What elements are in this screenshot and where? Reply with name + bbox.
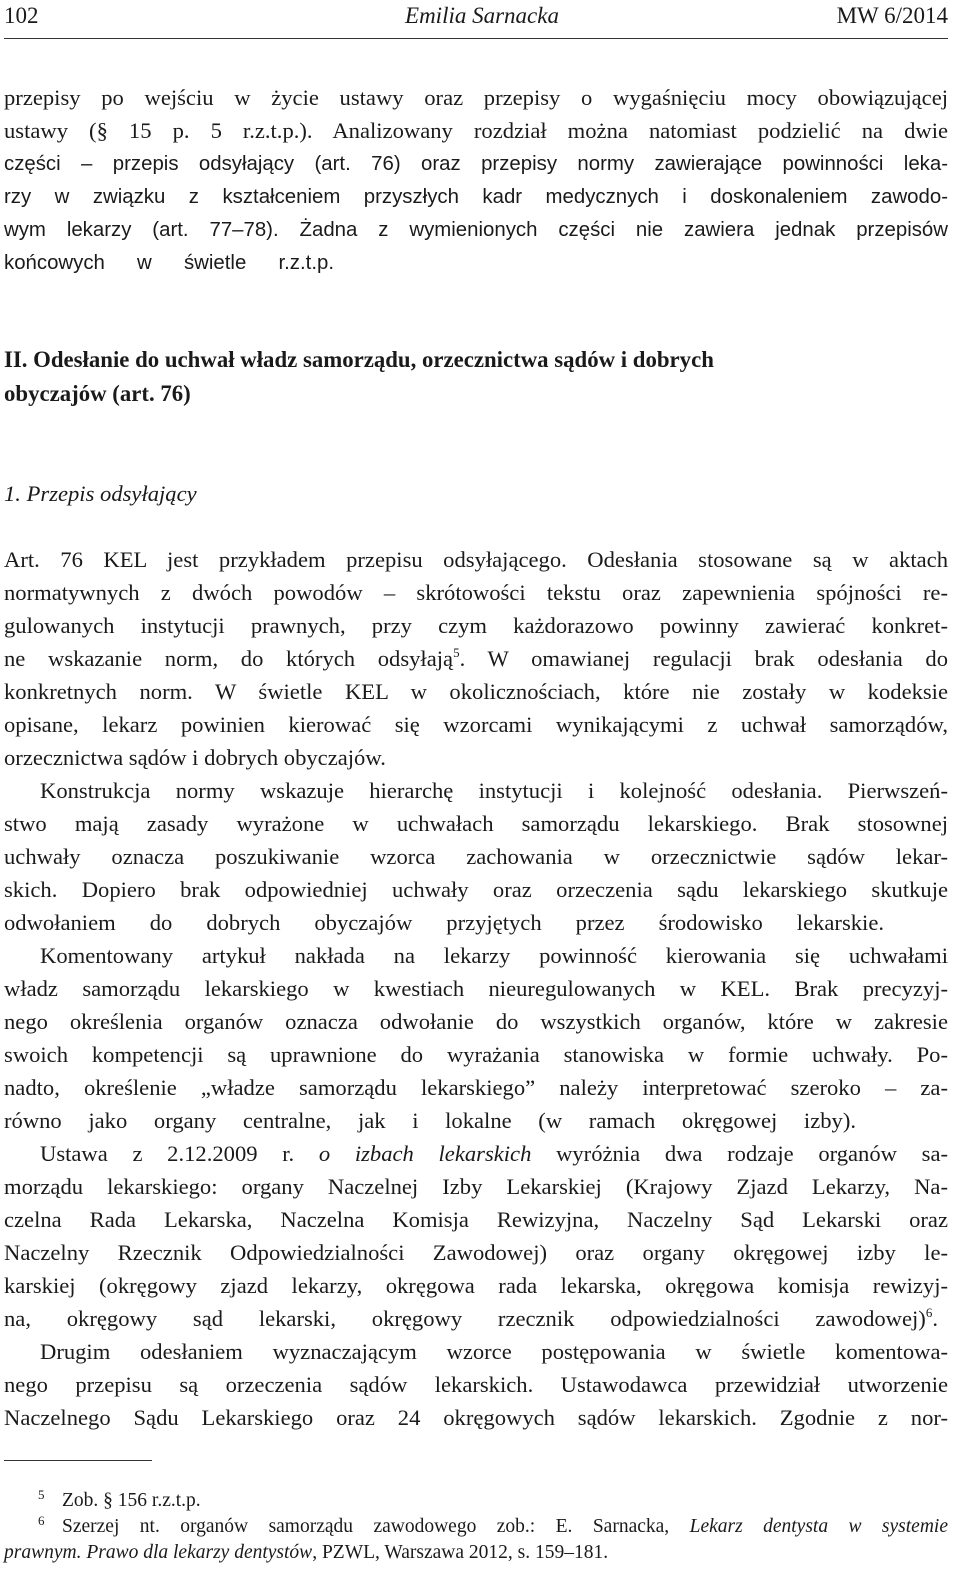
section-heading-line: obyczajów (art. 76)	[4, 381, 191, 406]
text-line: równo jako organy centralne, jak i lokalne (w ramach okręgowej izby).	[4, 1108, 856, 1133]
text-line: czelna Rada Lekarska, Naczelna Komisja Rewizyjna, Naczelny Sąd Lekarski oraz	[4, 1207, 948, 1232]
text-line: nadto, określenie „władze samorządu lekarskiego” należy interpretować szeroko – za-	[4, 1075, 948, 1100]
footnote-6-continued: prawnym. Prawo dla lekarzy dentystów, PZWL, Warszawa 2012, s. 159–181.	[4, 1542, 609, 1563]
text-line: swoich kompetencji są uprawnione do wyrażania stanowiska w formie uchwały. Po-	[4, 1042, 948, 1067]
text-line: gulowanych instytucji prawnych, przy czym każdorazowo powinny zawierać konkret-	[4, 613, 948, 638]
footnote-number: 6	[38, 1513, 45, 1528]
text-line: konkretnych norm. W świetle KEL w okolicznościach, które nie zostały w kodeksie	[4, 679, 948, 704]
text-line: stwo mają zasady wyrażone w uchwałach samorządu lekarskiego. Brak stosownej	[4, 811, 948, 836]
text-line: nego przepisu są orzeczenia sądów lekarskich. Ustawodawca przewidział utworzenie	[4, 1372, 948, 1397]
header-rule	[4, 38, 948, 39]
text-line: Naczelnego Sądu Lekarskiego oraz 24 okręgowych sądów lekarskich. Zgodnie z nor-	[4, 1405, 948, 1430]
footnote-6	[4, 1514, 948, 1540]
text-line: Konstrukcja normy wskazuje hierarchę instytucji i kolejność odesłania. Pierwszeń-	[40, 778, 948, 803]
page-number: 102	[4, 3, 39, 28]
text-line: przepisy po wejściu w życie ustawy oraz przepisy o wygaśnięciu mocy obowiązującej	[4, 85, 948, 110]
text-line: władz samorządu lekarskiego w kwestiach nieuregulowanych w KEL. Brak precyzyj-	[4, 976, 948, 1001]
footnote-number: 5	[38, 1487, 45, 1502]
text-line: Naczelny Rzecznik Odpowiedzialności Zawodowej) oraz organy okręgowej izby le-	[4, 1240, 948, 1265]
text-line: Ustawa z 2.12.2009 r. o izbach lekarskich wyróżnia dwa rodzaje organów sa-	[40, 1141, 949, 1166]
text-line: ustawy (§ 15 p. 5 r.z.t.p.). Analizowany rozdział można natomiast podzielić na dwie	[4, 118, 948, 143]
text-line: rzy w związku z kształceniem przyszłych kadr medycznych i doskonaleniem zawodo-	[4, 186, 948, 208]
text-line: nego określenia organów oznacza odwołanie do wszystkich organów, które w zakresie	[4, 1009, 948, 1034]
text-line: opisane, lekarz powinien kierować się wzorcami wynikającymi z uchwał samorządów,	[4, 712, 948, 737]
footnote-text: Szerzej nt. organów samorządu zawodowego zob.: E. Sarnacka, Lekarz dentysta w systemie	[62, 1516, 948, 1537]
footnote-rule	[4, 1460, 152, 1461]
act-title: o izbach lekarskich	[318, 1141, 532, 1166]
text-line: odwołaniem do dobrych obyczajów przyjętych przez środowisko lekarskie.	[4, 910, 884, 935]
text-line: ne wskazanie norm, do których odsyłają$^5$. W omawianej regulacji brak odesłania do	[4, 645, 948, 671]
text-line: karskiej (okręgowy zjazd lekarzy, okręgowa rada lekarska, okręgowa komisja rewizyj-	[4, 1273, 948, 1298]
text-line: skich. Dopiero brak odpowiedniej uchwały oraz orzeczenia sądu lekarskiego skutkuje	[4, 877, 948, 902]
section-heading-line: II. Odesłanie do uchwał władz samorządu, orzecznictwa sądów i dobrych	[4, 347, 714, 372]
text-line: morządu lekarskiego: organy Naczelnej Izby Lekarskiej (Krajowy Zjazd Lekarzy, Na-	[4, 1174, 948, 1199]
header-author: Emilia Sarnacka	[405, 3, 559, 28]
text-line: Art. 76 KEL jest przykładem przepisu odsyłającego. Odesłania stosowane są w aktach	[4, 547, 948, 572]
journal-issue: MW 6/2014	[836, 3, 948, 28]
text-line: Drugim odesłaniem wyznaczającym wzorce postępowania w świetle komentowa-	[40, 1339, 948, 1364]
text-line: wym lekarzy (art. 77–78). Żadna z wymienionych części nie zawiera jednak przepisów	[4, 219, 948, 241]
subsection-heading: 1. Przepis odsyłający	[4, 481, 197, 506]
text-line: końcowych w świetle r.z.t.p.	[4, 252, 334, 274]
footnote-5	[4, 1488, 948, 1514]
running-header	[4, 2, 948, 30]
text-line: na, okręgowy sąd lekarski, okręgowy rzecznik odpowiedzialności zawodowej)$^6$.	[4, 1305, 938, 1331]
text-line: orzecznictwa sądów i dobrych obyczajów.	[4, 745, 386, 770]
text-line: Komentowany artykuł nakłada na lekarzy powinność kierowania się uchwałami	[40, 943, 948, 968]
footnote-text: Zob. § 156 r.z.t.p.	[62, 1490, 201, 1511]
footnote-ref: 6	[925, 1305, 933, 1320]
text-line: normatywnych z dwóch powodów – skrótowości tekstu oraz zapewnienia spójności re-	[4, 580, 948, 605]
footnote-ref: 5	[453, 645, 460, 660]
text-line: części – przepis odsyłający (art. 76) oraz przepisy normy zawierające powinności leka-	[4, 153, 948, 175]
text-line: uchwały oznacza poszukiwanie wzorca zachowania w orzecznictwie sądów lekar-	[4, 844, 948, 869]
